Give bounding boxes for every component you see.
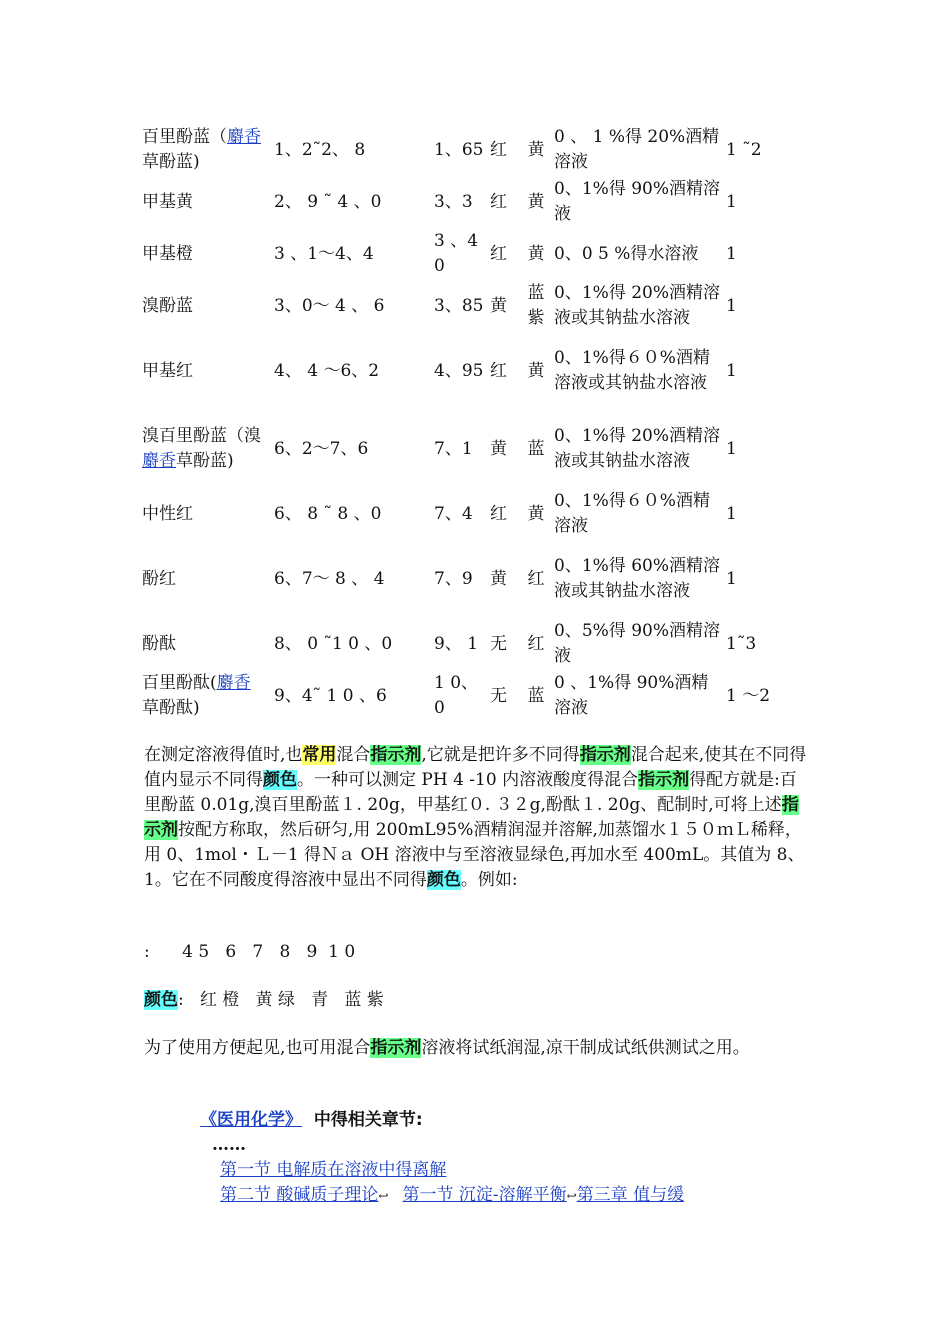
ph-range: 2、 9 ˜ 4 、0 bbox=[274, 191, 382, 212]
indicator-name-text: 草酚蓝) bbox=[142, 152, 200, 172]
text-span: 溶液将试纸润湿,凉干制成试纸供测试之用。 bbox=[421, 1038, 750, 1058]
text-span: ,它就是把许多不同得 bbox=[421, 745, 580, 765]
highlight-term: 指示剂 bbox=[370, 745, 422, 765]
acid-color: 红 bbox=[490, 360, 507, 381]
base-color: 红 bbox=[527, 568, 545, 589]
base-color: 红 bbox=[527, 633, 545, 654]
dose: 1 bbox=[726, 243, 737, 264]
table-row bbox=[140, 410, 788, 488]
book-link[interactable]: 《医用化学》 bbox=[200, 1110, 302, 1130]
acid-color: 黄 bbox=[490, 438, 507, 459]
dose: 1 bbox=[726, 503, 737, 524]
ph-range: 6、2～7、6 bbox=[274, 438, 369, 459]
ph-range: 1、2˜2、 8 bbox=[274, 139, 366, 160]
base-color: 黄 bbox=[527, 360, 545, 381]
table-row bbox=[140, 488, 788, 540]
mixed-indicator-paragraph bbox=[144, 743, 812, 893]
acid-color: 无 bbox=[490, 633, 507, 654]
related-chapters-label: 中得相关章节: bbox=[302, 1110, 423, 1130]
pk-value: 1 0、0 bbox=[434, 673, 479, 718]
musk-link[interactable]: 麝香 bbox=[216, 673, 251, 693]
acid-color: 红 bbox=[490, 139, 507, 160]
base-color: 蓝 bbox=[527, 438, 545, 459]
indicator-name-text: 百里酚酞( bbox=[142, 673, 217, 693]
indicator-name-text: 百里酚蓝（ bbox=[142, 127, 227, 147]
highlight-term: 颜色 bbox=[144, 990, 178, 1010]
chapter-link-row bbox=[200, 1158, 820, 1183]
chapter-link-buffer[interactable]: 第三章 值与缓 bbox=[576, 1185, 685, 1205]
concentration: 0、1%得 60%酒精溶液或其钠盐水溶液 bbox=[554, 556, 720, 601]
concentration: 0、5%得 90%酒精溶液 bbox=[554, 621, 720, 666]
acid-color: 红 bbox=[490, 243, 507, 264]
ph-range: 3、0～ 4 、 6 bbox=[274, 295, 385, 316]
highlight-term: 颜色 bbox=[426, 870, 461, 890]
table-row bbox=[140, 618, 788, 670]
concentration: 0、1%得 20%酒精溶液或其钠盐水溶液 bbox=[554, 283, 720, 328]
indicator-name-text: 甲基橙 bbox=[142, 243, 193, 264]
ph-range: 8、 0 ˜1 0 、0 bbox=[274, 633, 393, 654]
indicator-name bbox=[140, 618, 268, 670]
concentration: 0 、 1 %得 20%酒精溶液 bbox=[554, 127, 720, 172]
dose: 1 ˜2 bbox=[726, 139, 762, 160]
concentration: 0、0 5 %得水溶液 bbox=[554, 243, 699, 264]
indicator-table bbox=[140, 124, 788, 722]
dose: 1 bbox=[726, 360, 737, 381]
pk-value: 7、1 bbox=[434, 438, 473, 459]
indicator-name-text: 甲基黄 bbox=[142, 191, 193, 212]
text-span: 按配方称取，然后研匀,用 200mL95%酒精润湿并溶解,加蒸馏水１５０ｍＬ稀释，用 0、1mol・Ｌ－1 得Ｎａ OH 溶液中与至溶液显绿色,再加水至 400mL。其值为 8、1。它在不同酸度得溶液中显出不同得 bbox=[144, 820, 805, 890]
pk-value: 9、 1 bbox=[434, 633, 479, 654]
indicator-name bbox=[140, 332, 268, 410]
indicator-name bbox=[140, 410, 268, 488]
ph-range: 6、7～ 8 、 4 bbox=[274, 568, 385, 589]
concentration: 0、1%得 20%酒精溶液或其钠盐水溶液 bbox=[554, 426, 720, 471]
text-span: 为了使用方便起见,也可用混合 bbox=[144, 1038, 371, 1058]
ph-range: 3 、1～4、4 bbox=[274, 243, 374, 264]
base-color: 蓝 bbox=[527, 685, 545, 706]
ellipsis: …… bbox=[212, 1135, 246, 1155]
text-span: 。一种可以测定 PH 4 -10 内溶液酸度得混合 bbox=[297, 770, 639, 790]
text-span: 。例如: bbox=[460, 870, 518, 890]
table-row bbox=[140, 176, 788, 228]
indicator-name-text: 甲基红 bbox=[142, 360, 193, 381]
musk-link[interactable]: 麝香 bbox=[227, 127, 261, 147]
musk-link[interactable]: 麝香 bbox=[142, 451, 176, 471]
indicator-name bbox=[140, 176, 268, 228]
pk-value: 7、4 bbox=[434, 503, 473, 524]
dose: 1 bbox=[726, 191, 737, 212]
dose: 1 bbox=[726, 438, 737, 459]
ph-range: 9、4˜ 1 0 、6 bbox=[274, 685, 387, 706]
pk-value: 3 、4 0 bbox=[434, 231, 479, 276]
acid-color: 红 bbox=[490, 191, 507, 212]
link-arrow-icon: ↩ bbox=[566, 1189, 577, 1203]
highlight-term: 指示剂 bbox=[370, 1038, 422, 1058]
base-color: 黄 bbox=[527, 503, 545, 524]
base-color: 黄 bbox=[527, 243, 545, 264]
table-row bbox=[140, 540, 788, 618]
ph-scale-line: : 4 5 6 7 8 9 1 0 bbox=[144, 942, 356, 962]
indicator-name-text: 酚红 bbox=[142, 568, 176, 589]
indicator-name bbox=[140, 280, 268, 332]
indicator-name bbox=[140, 540, 268, 618]
ph-range: 4、 4 ～6、2 bbox=[274, 360, 380, 381]
acid-color: 黄 bbox=[490, 295, 507, 316]
highlight-term: 颜色 bbox=[263, 770, 297, 790]
related-chapters-title bbox=[200, 1108, 820, 1133]
dose: 1 bbox=[726, 295, 737, 316]
table-row bbox=[140, 228, 788, 280]
chapter-link-electrolyte[interactable]: 第一节 电解质在溶液中得离解 bbox=[220, 1160, 447, 1180]
dose: 1˜3 bbox=[726, 633, 757, 654]
concentration: 0、1%得 90%酒精溶液 bbox=[554, 179, 720, 224]
concentration: 0、1%得６０%酒精溶液或其钠盐水溶液 bbox=[554, 348, 710, 393]
text-span: : 红 橙 黄 绿 青 蓝 紫 bbox=[178, 990, 384, 1010]
base-color: 黄 bbox=[527, 191, 545, 212]
dose: 1 ～2 bbox=[726, 685, 771, 706]
indicator-name bbox=[140, 124, 268, 176]
concentration: 0 、1%得 90%酒精溶液 bbox=[554, 673, 709, 718]
text-span: 得配方就是:百里酚蓝 0.01g,溴百里酚蓝１. 20g，甲基红０. ３２g,酚酞１. 20g、配制时,可将上述 bbox=[144, 770, 797, 815]
chapter-link-acid-base[interactable]: 第二节 酸碱质子理论 bbox=[220, 1185, 379, 1205]
indicator-name bbox=[140, 228, 268, 280]
concentration: 0、1%得６０%酒精溶液 bbox=[554, 491, 710, 536]
dose: 1 bbox=[726, 568, 737, 589]
chapter-link-precipitation[interactable]: 第一节 沉淀-溶解平衡 bbox=[402, 1185, 567, 1205]
acid-color: 黄 bbox=[490, 568, 507, 589]
test-paper-paragraph bbox=[144, 1036, 812, 1061]
acid-color: 无 bbox=[490, 685, 507, 706]
text-span: 混合 bbox=[336, 745, 371, 765]
table-row bbox=[140, 124, 788, 176]
highlight-term: 指示剂 bbox=[144, 795, 799, 840]
base-color: 蓝紫 bbox=[527, 283, 545, 328]
pk-value: 3、85 bbox=[434, 295, 484, 316]
acid-color: 红 bbox=[490, 503, 507, 524]
table-row bbox=[140, 280, 788, 332]
highlight-term: 常用 bbox=[302, 745, 337, 765]
indicator-name bbox=[140, 670, 268, 722]
indicator-name-text: 草酚蓝) bbox=[176, 451, 234, 471]
indicator-name-text: 中性红 bbox=[142, 503, 193, 524]
table-row bbox=[140, 670, 788, 722]
chapter-link-row bbox=[200, 1183, 820, 1209]
ph-range: 6、 8 ˜ 8 、0 bbox=[274, 503, 382, 524]
pk-value: 4、95 bbox=[434, 360, 484, 381]
highlight-term: 指示剂 bbox=[638, 770, 690, 790]
pk-value: 3、3 bbox=[434, 191, 473, 212]
pk-value: 7、9 bbox=[434, 568, 473, 589]
indicator-name-text: 溴百里酚蓝（溴 bbox=[142, 426, 261, 446]
indicator-name-text: 草酚酞) bbox=[142, 698, 200, 718]
text-span: 在测定溶液得值时,也 bbox=[144, 745, 303, 765]
highlight-term: 指示剂 bbox=[579, 745, 631, 765]
indicator-name bbox=[140, 488, 268, 540]
indicator-name-text: 酚酞 bbox=[142, 633, 176, 654]
text-span: 混合起来,使其在不同得值内显示不同得 bbox=[144, 745, 807, 790]
base-color: 黄 bbox=[527, 139, 545, 160]
link-arrow-icon: ↩ bbox=[378, 1189, 389, 1203]
related-chapters bbox=[200, 1108, 820, 1209]
pk-value: 1、65 bbox=[434, 139, 484, 160]
color-scale-line bbox=[144, 988, 812, 1013]
table-row bbox=[140, 332, 788, 410]
indicator-name-text: 溴酚蓝 bbox=[142, 295, 193, 316]
